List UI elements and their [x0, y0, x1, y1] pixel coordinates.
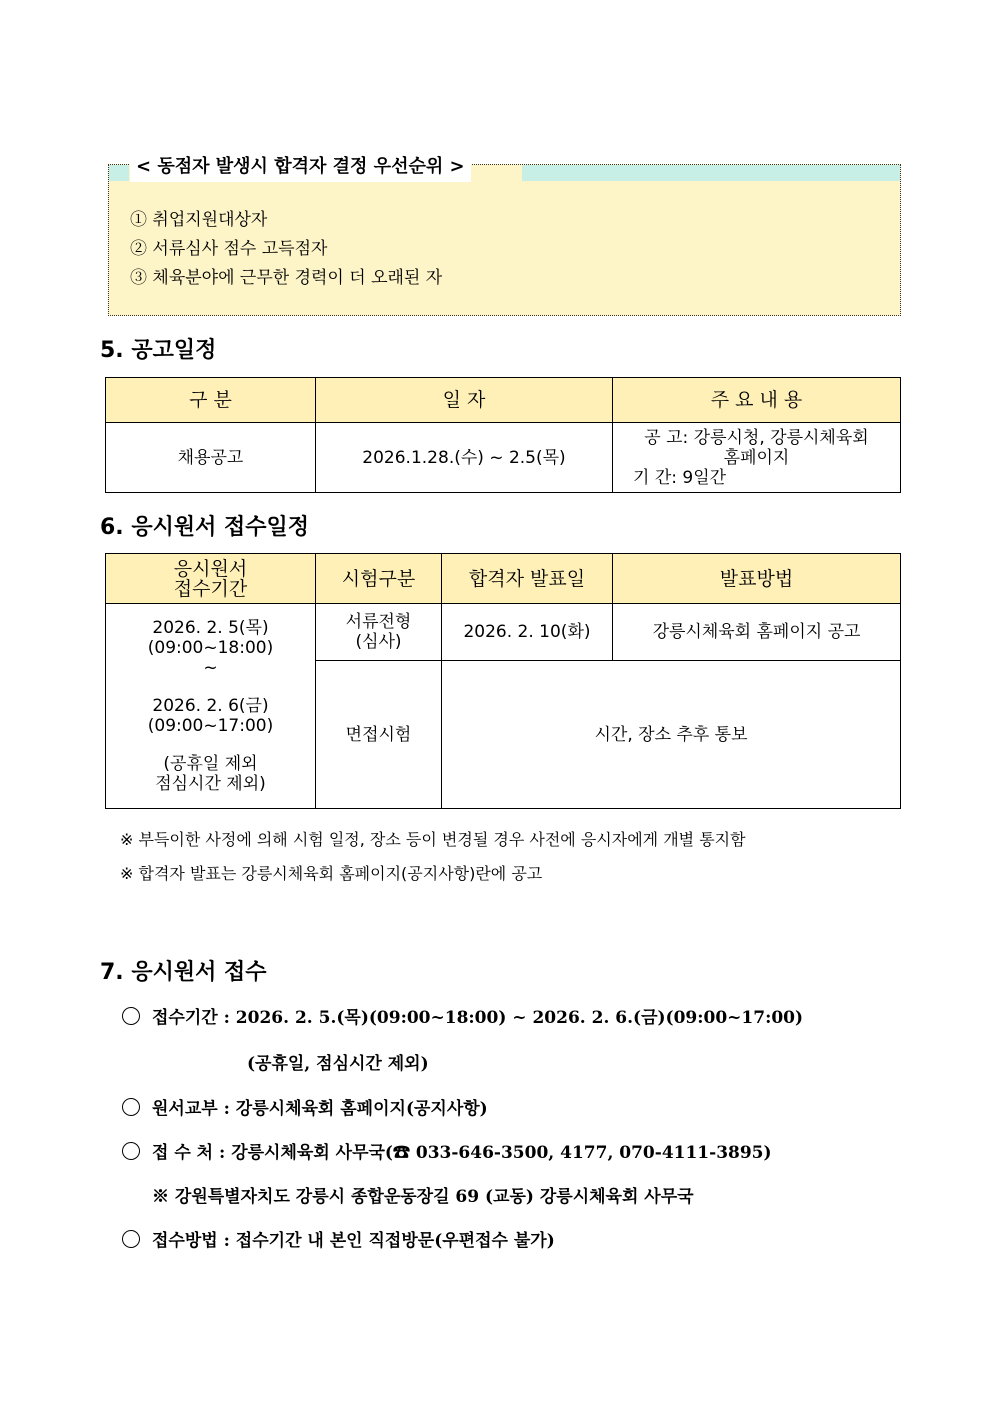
application-header-period: [106, 554, 316, 604]
reception-method-item: [122, 1226, 555, 1251]
schedule-details: [613, 423, 901, 493]
exam-type-line: 서류전형: [345, 612, 412, 632]
reception-period-text: 접수기간 : 2026. 2. 5.(목)(09:00~18:00) ~ 2026. 2. 6.(금)(09:00~17:00): [152, 1008, 804, 1028]
schedule-details-line: 홈페이지: [723, 447, 790, 468]
header-line: 접수기간: [173, 577, 248, 600]
section5-heading: 5. 공고일정: [100, 338, 217, 363]
period-end: 2026. 2. 6(금): [152, 696, 269, 716]
priority-item: ② 서류심사 점수 고득점자: [130, 239, 328, 259]
note: ※ 부득이한 사정에 의해 시험 일정, 장소 등이 변경될 경우 사전에 응시자에게 개별 통지함: [120, 830, 746, 849]
period-note: (공휴일 제외: [163, 754, 258, 774]
application-header-exam-type: 시험구분: [316, 554, 442, 604]
circle-bullet-icon: [122, 1007, 140, 1025]
period-start-time: (09:00~18:00): [147, 638, 274, 658]
exam-type-interview: 면접시험: [316, 661, 442, 809]
reception-period-note: (공휴일, 점심시간 제외): [247, 1054, 429, 1074]
priority-list: [130, 206, 442, 293]
reception-place-text: 접 수 처 : 강릉시체육회 사무국(☎ 033-646-3500, 4177, 070-4111-3895): [152, 1143, 772, 1163]
period-tilde: ~: [203, 658, 218, 678]
exam-type-document: [316, 604, 442, 661]
distribution-item: [122, 1094, 488, 1119]
address-note: ※ 강원특별자치도 강릉시 종합운동장길 69 (교동) 강릉시체육회 사무국: [152, 1187, 694, 1207]
application-period: [106, 604, 316, 809]
announce-method: 강릉시체육회 홈페이지 공고: [613, 604, 901, 661]
schedule-details-line: 기 간: 9일간: [633, 467, 727, 488]
schedule-category: 채용공고: [106, 423, 316, 493]
circle-bullet-icon: [122, 1098, 140, 1116]
header-line: 응시원서: [173, 557, 248, 580]
interview-info: 시간, 장소 추후 통보: [442, 661, 901, 809]
reception-method-text: 접수방법 : 접수기간 내 본인 직접방문(우편접수 불가): [152, 1231, 555, 1251]
priority-item: ① 취업지원대상자: [130, 210, 268, 230]
announce-date: 2026. 2. 10(화): [442, 604, 613, 661]
schedule-header-category: 구 분: [106, 378, 316, 423]
application-header-announce-method: 발표방법: [613, 554, 901, 604]
note: ※ 합격자 발표는 강릉시체육회 홈페이지(공지사항)란에 공고: [120, 864, 543, 883]
section7-heading: 7. 응시원서 접수: [100, 960, 267, 985]
application-table: [105, 553, 901, 809]
period-start: 2026. 2. 5(목): [152, 618, 269, 638]
priority-item: ③ 체육분야에 근무한 경력이 더 오래된 자: [130, 268, 443, 288]
schedule-details-line: 공 고: 강릉시청, 강릉시체육회: [644, 427, 869, 448]
period-note: 점심시간 제외): [155, 774, 266, 794]
circle-bullet-icon: [122, 1142, 140, 1160]
section6-heading: 6. 응시원서 접수일정: [100, 515, 309, 540]
circle-bullet-icon: [122, 1230, 140, 1248]
reception-period-item: [122, 1003, 803, 1028]
priority-title-strip-left: [109, 165, 129, 181]
distribution-text: 원서교부 : 강릉시체육회 홈페이지(공지사항): [152, 1099, 488, 1119]
schedule-table: [105, 377, 901, 493]
application-header-announce-date: 합격자 발표일: [442, 554, 613, 604]
exam-type-line: (심사): [355, 632, 402, 652]
schedule-header-details: 주 요 내 용: [613, 378, 901, 423]
priority-title-strip: [522, 165, 900, 181]
priority-title: < 동점자 발생시 합격자 결정 우선순위 >: [130, 152, 471, 182]
schedule-date: 2026.1.28.(수) ~ 2.5(목): [316, 423, 613, 493]
schedule-header-date: 일 자: [316, 378, 613, 423]
period-end-time: (09:00~17:00): [147, 716, 274, 736]
reception-place-item: [122, 1138, 772, 1163]
